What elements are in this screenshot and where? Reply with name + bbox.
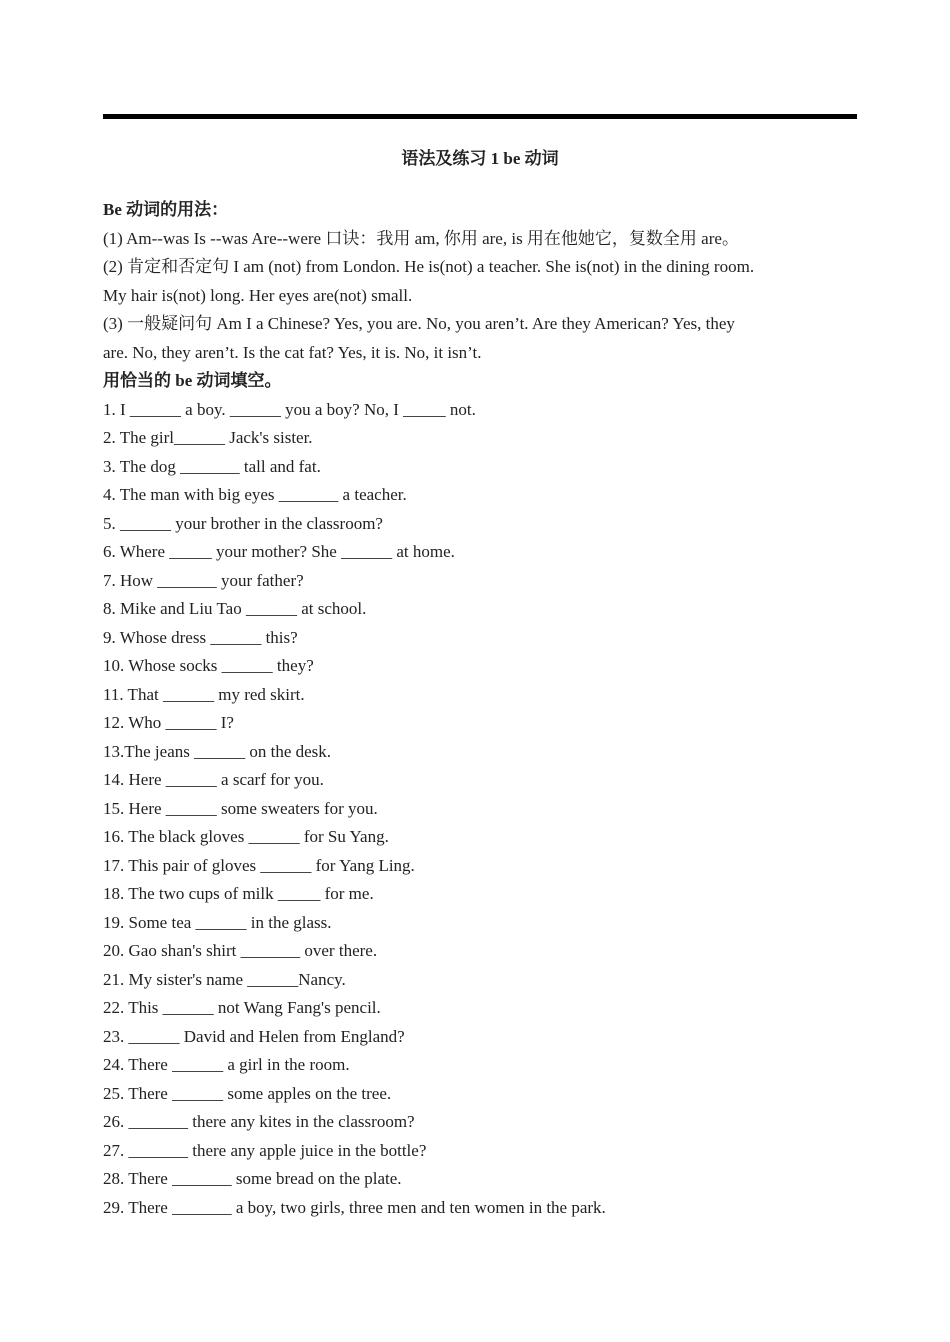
exercise-item: 12. Who ______ I? <box>103 713 234 732</box>
exercise-item: 11. That ______ my red skirt. <box>103 684 305 704</box>
usage-line: (1) Am--was Is --was Are--were 口诀：我用 am, 你用 are, is 用在他她它，复数全用 are。 <box>103 228 739 248</box>
exercise-item: 17. This pair of gloves ______ for Yang Ling. <box>103 855 415 875</box>
exercise-item: 3. The dog _______ tall and fat. <box>103 456 321 476</box>
exercise-item: 29. There _______ a boy, two girls, three men and ten women in the park. <box>103 1197 606 1217</box>
exercise-item: 19. Some tea ______ in the glass. <box>103 912 332 932</box>
usage-line: (2) 肯定和否定句 I am (not) from London. He is(not) a teacher. She is(not) in the dining room. <box>103 257 755 276</box>
exercise-item: 20. Gao shan's shirt _______ over there. <box>103 941 378 960</box>
exercise-item: 5. ______ your brother in the classroom? <box>103 513 383 533</box>
exercise-item: 26. _______ there any kites in the classroom? <box>103 1112 415 1131</box>
usage-line: (3) 一般疑问句 Am I a Chinese? Yes, you are. No, you aren’t. Are they American? Yes, they <box>103 314 735 333</box>
exercise-item: 1. I ______ a boy. ______ you a boy? No, I _____ not. <box>103 399 476 419</box>
exercise-item: 6. Where _____ your mother? She ______ at home. <box>103 542 455 561</box>
exercise-item: 25. There ______ some apples on the tree. <box>103 1083 392 1103</box>
exercise-item: 10. Whose socks ______ they? <box>103 656 314 675</box>
exercise-item: 2. The girl______ Jack's sister. <box>103 428 313 447</box>
exercise-item: 14. Here ______ a scarf for you. <box>103 770 324 789</box>
exercise-item: 15. Here ______ some sweaters for you. <box>103 798 378 818</box>
exercise-item: 16. The black gloves ______ for Su Yang. <box>103 827 389 846</box>
exercise-item: 4. The man with big eyes _______ a teacher. <box>103 485 407 504</box>
exercise-item: 7. How _______ your father? <box>103 570 304 590</box>
exercise-item: 22. This ______ not Wang Fang's pencil. <box>103 998 381 1017</box>
exercise-item: 18. The two cups of milk _____ for me. <box>103 884 374 903</box>
usage-line: My hair is(not) long. Her eyes are(not) small. <box>103 285 413 305</box>
exercise-item: 9. Whose dress ______ this? <box>103 627 298 647</box>
page-title: 语法及练习 1 be 动词 <box>401 149 559 168</box>
exercise-heading: 用恰当的 be 动词填空。 <box>103 371 282 390</box>
document-body <box>103 196 863 1222</box>
exercise-item: 28. There _______ some bread on the plate. <box>103 1169 402 1188</box>
usage-line: are. No, they aren’t. Is the cat fat? Yes, it is. No, it isn’t. <box>103 342 482 362</box>
exercise-item: 27. _______ there any apple juice in the bottle? <box>103 1140 427 1160</box>
exercise-item: 24. There ______ a girl in the room. <box>103 1055 350 1074</box>
top-divider <box>103 114 857 119</box>
exercise-item: 23. ______ David and Helen from England? <box>103 1026 405 1046</box>
usage-heading: Be 动词的用法： <box>103 200 229 219</box>
exercise-item: 21. My sister's name ______Nancy. <box>103 969 346 989</box>
exercise-item: 8. Mike and Liu Tao ______ at school. <box>103 599 367 618</box>
exercise-item: 13.The jeans ______ on the desk. <box>103 741 332 761</box>
